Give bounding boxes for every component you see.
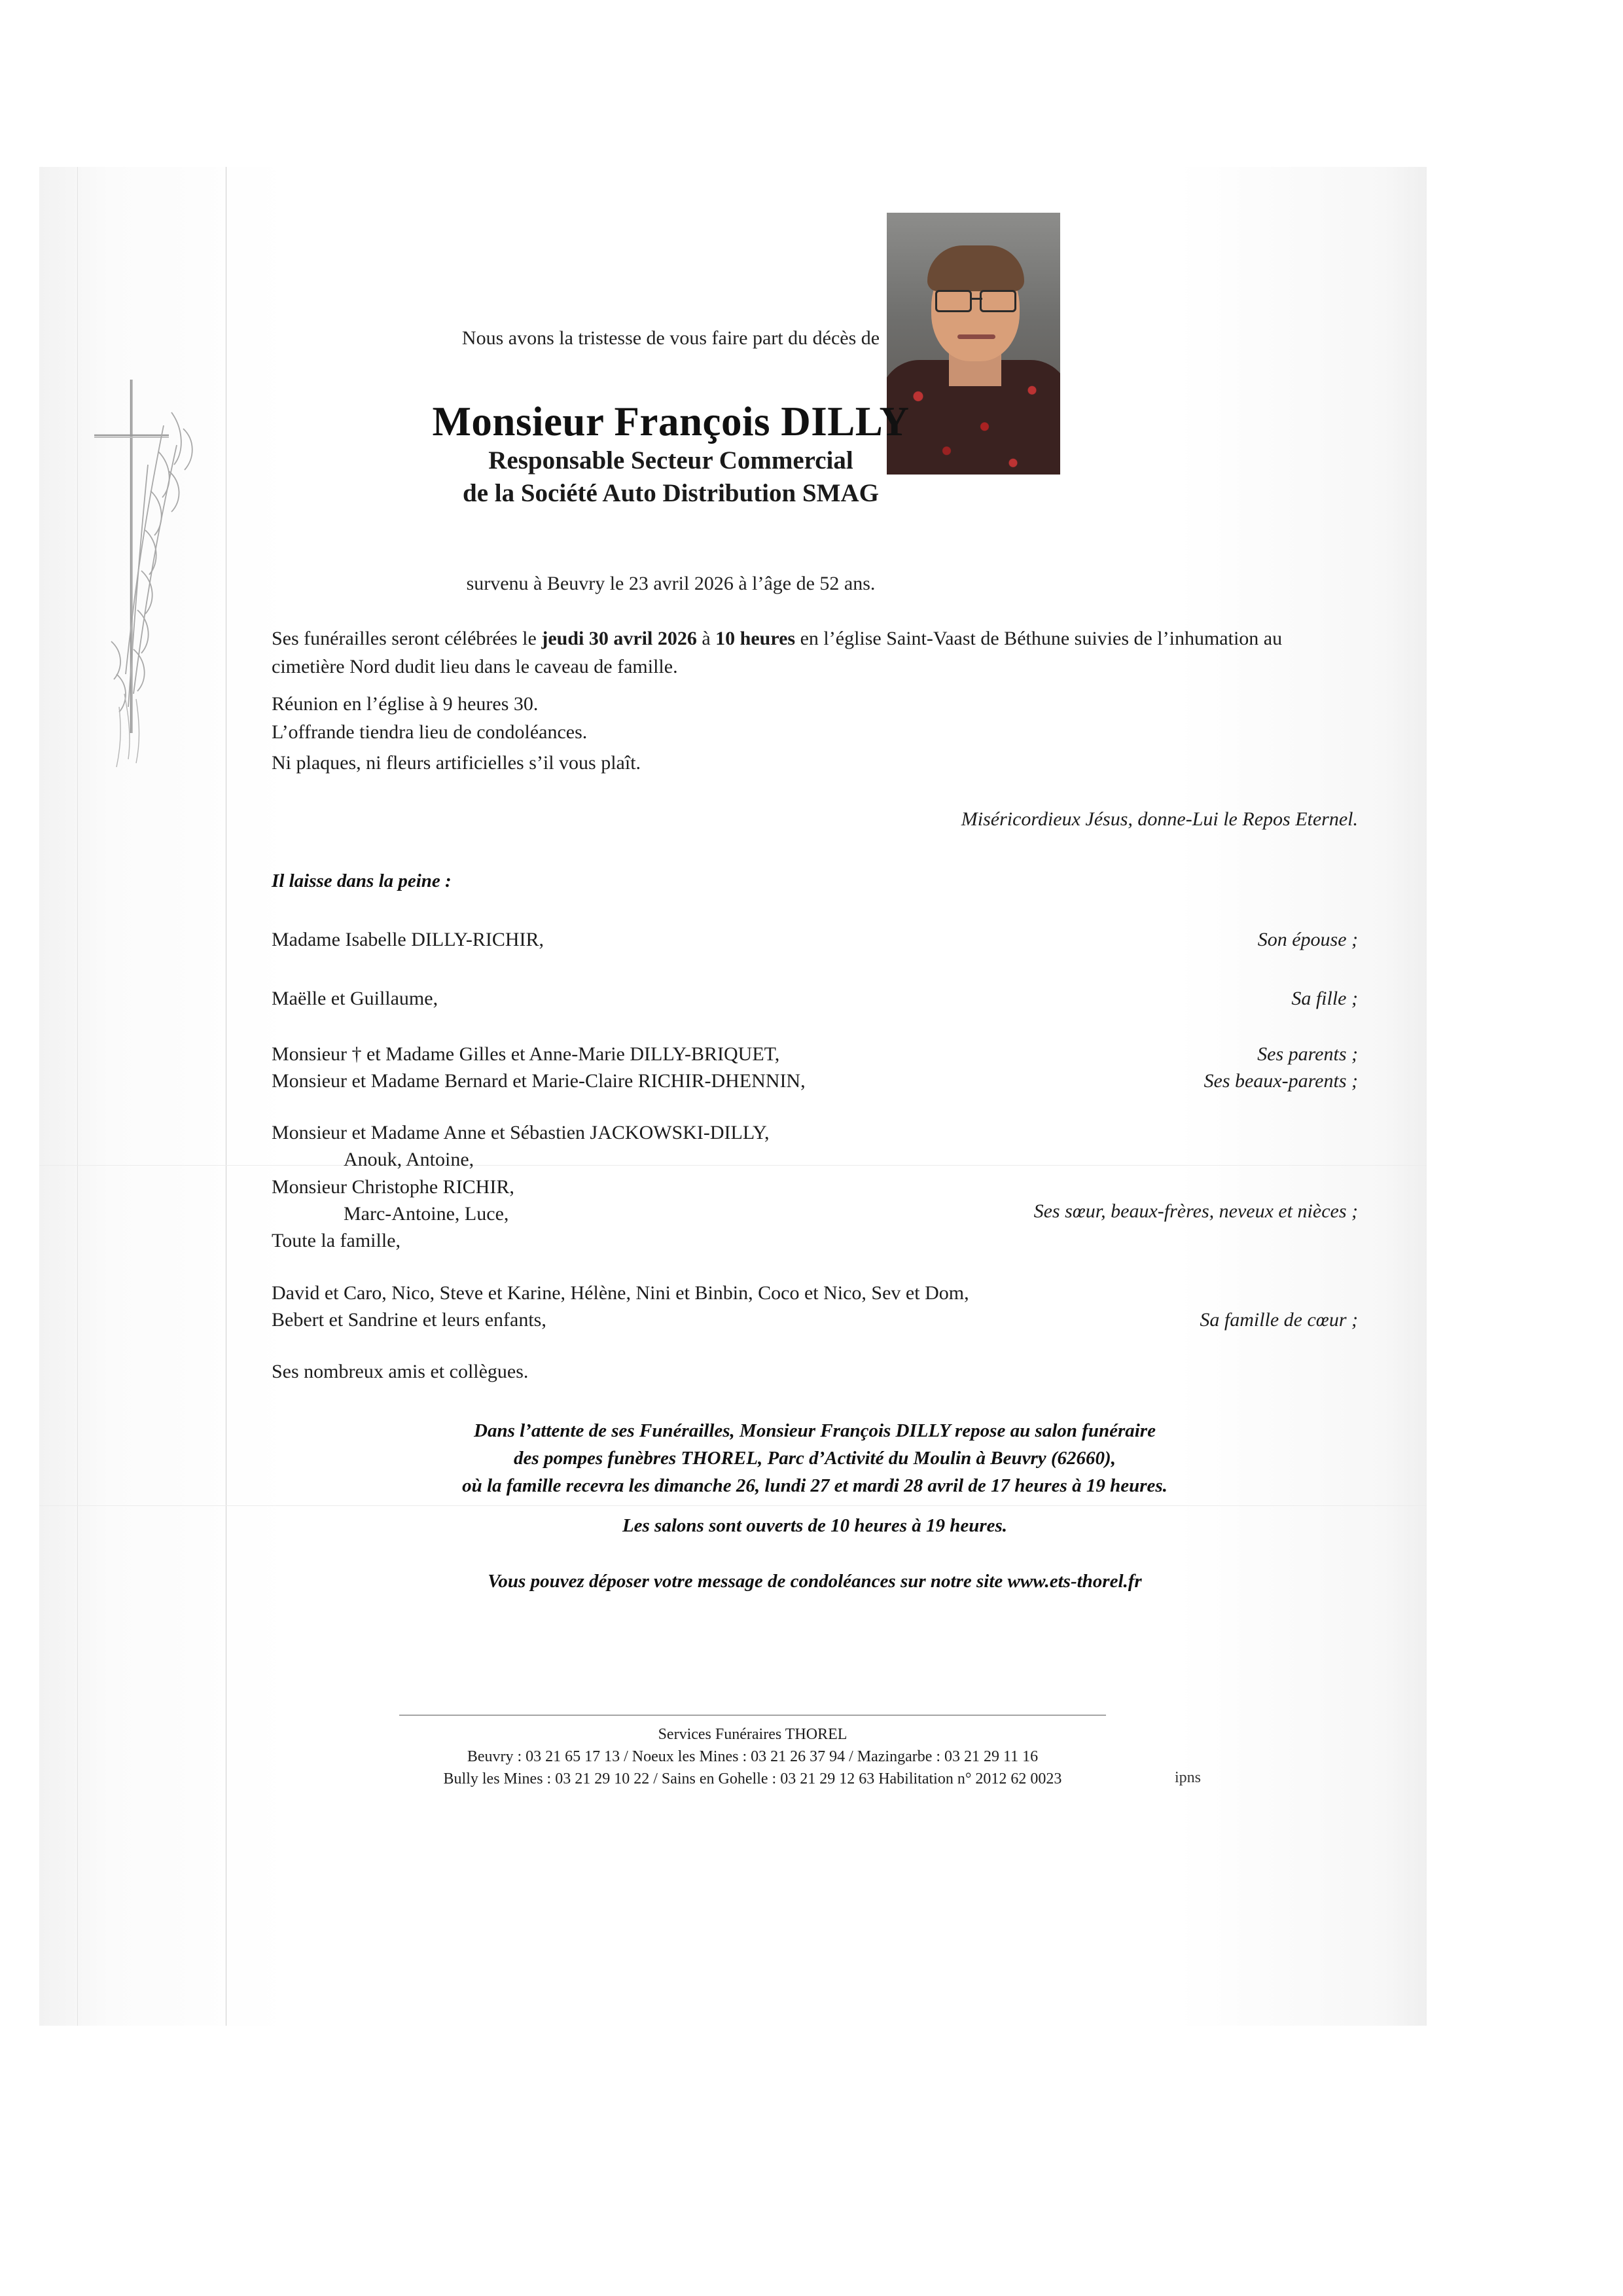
- family-name: Madame Isabelle DILLY-RICHIR,: [272, 929, 544, 950]
- family-heading: Il laisse dans la peine :: [272, 870, 452, 891]
- family-name: Maëlle et Guillaume,: [272, 988, 438, 1009]
- name-block: [226, 399, 1116, 510]
- role-line-1: Responsable Secteur Commercial: [488, 446, 853, 475]
- family-row: [272, 1358, 1358, 1385]
- family-name: Monsieur † et Madame Gilles et Anne-Marie DILLY-BRIQUET,: [272, 1043, 780, 1065]
- footer-phones-line-1: Beuvry : 03 21 65 17 13 / Noeux les Mines : 03 21 26 37 94 / Mazingarbe : 03 21 29 11 16: [467, 1748, 1039, 1766]
- family-name: Ses nombreux amis et collègues.: [272, 1361, 529, 1382]
- family-row: [272, 926, 1358, 953]
- family-relation-secondary: Ses beaux-parents ;: [1204, 1070, 1358, 1092]
- funeral-date: jeudi 30 avril 2026: [541, 628, 697, 649]
- reunion-line-1: Réunion en l’église à 9 heures 30.: [272, 693, 539, 715]
- family-relation: Sa fille ;: [1291, 988, 1358, 1009]
- funeral-suffix: en l’église Saint-Vaast de Béthune suivies de l’inhumation au cimetière Nord dudit lieu dans le caveau de famille.: [272, 628, 1283, 677]
- family-relation: Ses sœur, beaux-frères, neveux et nièces ;: [1033, 1200, 1358, 1222]
- family-name: Monsieur et Madame Bernard et Marie-Claire RICHIR-DHENNIN,: [272, 1070, 806, 1092]
- family-name: Toute la famille,: [272, 1230, 401, 1251]
- deceased-name: Monsieur François DILLY: [432, 399, 910, 444]
- ipns-note: ipns: [1175, 1769, 1202, 1786]
- salon-line-1: Dans l’attente de ses Funérailles, Monsieur François DILLY repose au salon funéraire: [474, 1420, 1156, 1441]
- family-relation: Sa famille de cœur ;: [1200, 1309, 1358, 1331]
- plaques-note: Ni plaques, ni fleurs artificielles s’il vous plaît.: [272, 752, 641, 774]
- death-details: survenu à Beuvry le 23 avril 2026 à l’âge de 52 ans.: [466, 573, 876, 594]
- family-name: Anouk, Antoine,: [344, 1149, 474, 1171]
- footer-company: Services Funéraires THOREL: [658, 1726, 847, 1743]
- family-name: Monsieur et Madame Anne et Sébastien JACKOWSKI-DILLY,: [272, 1122, 770, 1143]
- footer-phones-line-2: Bully les Mines : 03 21 29 10 22 / Sains en Gohelle : 03 21 29 12 63 Habilitation n° 2012 62 0023: [443, 1770, 1062, 1788]
- family-row: [272, 985, 1358, 1012]
- family-relation: Son épouse ;: [1257, 929, 1358, 950]
- cross-and-wheat-illustration: [85, 367, 236, 825]
- footer-block: [272, 1723, 1234, 1790]
- funeral-paragraph: [272, 625, 1358, 681]
- salon-line-2: des pompes funèbres THOREL, Parc d’Activité du Moulin à Beuvry (62660),: [514, 1448, 1116, 1469]
- funeral-prefix: Ses funérailles seront célébrées le: [272, 628, 542, 649]
- announcement-content: [226, 167, 1397, 2026]
- funeral-mid: à: [696, 628, 716, 649]
- prayer-line: Miséricordieux Jésus, donne-Lui le Repos Eternel.: [961, 808, 1358, 830]
- intro-text: Nous avons la tristesse de vous faire part du décès de: [461, 327, 880, 349]
- family-name: Marc-Antoine, Luce,: [344, 1203, 509, 1225]
- role-line-2: de la Société Auto Distribution SMAG: [463, 479, 879, 508]
- family-relation: Ses parents ;: [1257, 1043, 1358, 1065]
- family-row: [272, 1041, 1358, 1095]
- salon-line-3: où la famille recevra les dimanche 26, lundi 27 et mardi 28 avril de 17 heures à 19 heures.: [462, 1475, 1168, 1497]
- scan-edge-line-left: [77, 167, 78, 2026]
- family-row: [272, 1227, 1358, 1254]
- salon-info: [272, 1417, 1358, 1499]
- funeral-hour: 10 heures: [715, 628, 796, 649]
- reunion-line-2: L’offrande tiendra lieu de condoléances.: [272, 721, 588, 743]
- family-name: Bebert et Sandrine et leurs enfants,: [272, 1309, 546, 1331]
- condolences-website: Vous pouvez déposer votre message de condoléances sur notre site www.ets-thorel.fr: [488, 1571, 1142, 1592]
- family-name: David et Caro, Nico, Steve et Karine, Hélène, Nini et Binbin, Coco et Nico, Sev et Dom,: [272, 1282, 969, 1304]
- family-row: [272, 1280, 1358, 1334]
- salon-hours: Les salons sont ouverts de 10 heures à 19 heures.: [622, 1515, 1008, 1536]
- reunion-paragraph: [272, 691, 1358, 746]
- family-row: [272, 1119, 1358, 1228]
- family-name: Monsieur Christophe RICHIR,: [272, 1175, 514, 1198]
